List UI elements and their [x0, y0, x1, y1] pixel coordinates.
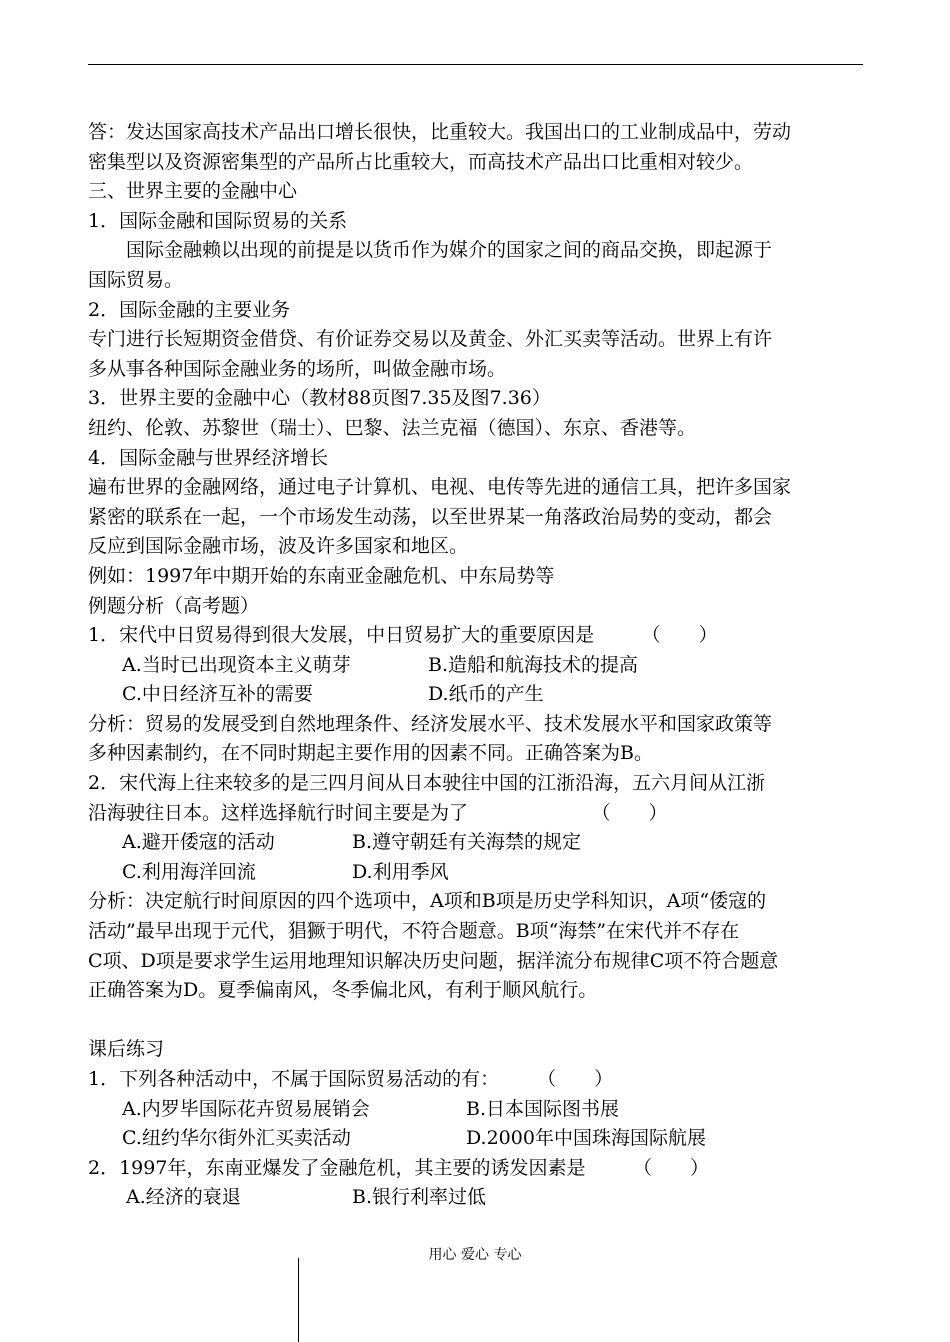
option-d: D.利用季风 [352, 860, 449, 883]
option-b: B.日本国际图书展 [466, 1097, 620, 1120]
page-footer: 用心 爱心 专心 [428, 1247, 522, 1263]
analysis-line: 分析：决定航行时间原因的四个选项中，A项和B项是历史学科知识，A项“倭寇的 [88, 890, 767, 913]
options-row [88, 680, 868, 710]
paragraph-line: 纽约、伦敦、苏黎世（瑞士）、巴黎、法兰克福（德国）、东京、香港等。 [88, 416, 697, 439]
paragraph-line: 紧密的联系在一起，一个市场发生动荡，以至世界某一角落政治局势的变动，都会 [88, 505, 773, 528]
subsection-heading: 1．国际金融和国际贸易的关系 [88, 209, 348, 232]
options-row [88, 651, 868, 681]
subsection-heading: 3．世界主要的金融中心（教材88页图7.35及图7.36） [88, 387, 551, 410]
section-heading: 例题分析（高考题） [88, 594, 260, 617]
subsection-heading: 4．国际金融与世界经济增长 [88, 446, 329, 469]
analysis-line: C项、D项是要求学生运用地理知识解决历史问题，据洋流分布规律C项不符合题意 [88, 949, 779, 972]
subsection-heading: 2．国际金融的主要业务 [88, 298, 291, 321]
question-line: 沿海驶往日本。这样选择航行时间主要是为了 （ ） [88, 801, 668, 824]
option-d: D.纸币的产生 [428, 683, 544, 706]
option-c: C.中日经济互补的需要 [122, 683, 313, 706]
footer-divider [298, 1258, 299, 1342]
section-heading: 课后练习 [88, 1038, 165, 1061]
header-rule [88, 64, 863, 65]
option-d: D.2000年中国珠海国际航展 [466, 1127, 706, 1150]
paragraph-line: 反应到国际金融市场，波及许多国家和地区。 [88, 535, 469, 558]
option-b: B.遵守朝廷有关海禁的规定 [352, 831, 582, 854]
option-b: B.银行利率过低 [352, 1186, 487, 1209]
page-body [88, 118, 868, 1213]
paragraph-line: 国际贸易。 [88, 268, 184, 291]
section-heading: 三、世界主要的金融中心 [88, 180, 298, 203]
answer-line: 答：发达国家高技术产品出口增长很快，比重较大。我国出口的工业制成品中，劳动 [88, 121, 792, 143]
analysis-line: 分析：贸易的发展受到自然地理条件、经济发展水平、技术发展水平和国家政策等 [88, 712, 773, 735]
paragraph-line: 专门进行长短期资金借贷、有价证券交易以及黄金、外汇买卖等活动。世界上有许 [88, 328, 773, 351]
option-a: A.内罗毕国际花卉贸易展销会 [122, 1097, 370, 1120]
analysis-line: 正确答案为D。夏季偏南风，冬季偏北风，有利于顺风航行。 [88, 979, 598, 1002]
example-line: 例如：1997年中期开始的东南亚金融危机、中东局势等 [88, 564, 555, 587]
option-a: A.当时已出现资本主义萌芽 [122, 653, 351, 676]
option-a: A.避开倭寇的活动 [122, 831, 275, 854]
options-row [88, 1183, 868, 1213]
paragraph-line: 国际金融赖以出现的前提是以货币作为媒介的国家之间的商品交换，即起源于 [126, 239, 773, 262]
options-row [88, 1124, 868, 1154]
spacer [88, 1006, 868, 1036]
question-line: 1．宋代中日贸易得到很大发展，中日贸易扩大的重要原因是 （ ） [88, 624, 718, 647]
answer-line: 密集型以及资源密集型的产品所占比重较大，而高技术产品出口比重相对较少。 [88, 150, 754, 173]
options-row [88, 858, 868, 888]
question-line: 2．宋代海上往来较多的是三四月间从日本驶往中国的江浙沿海，五六月间从江浙 [88, 772, 766, 795]
option-a: A.经济的衰退 [126, 1186, 241, 1209]
analysis-line: 多种因素制约，在不同时期起主要作用的因素不同。正确答案为B。 [88, 742, 653, 765]
option-b: B.造船和航海技术的提高 [428, 653, 639, 676]
paragraph-line: 多从事各种国际金融业务的场所，叫做金融市场。 [88, 357, 507, 380]
options-row [88, 828, 868, 858]
paragraph-line: 遍布世界的金融网络，通过电子计算机、电视、电传等先进的通信工具，把许多国家 [88, 476, 792, 499]
question-line: 2．1997年，东南亚爆发了金融危机，其主要的诱发因素是 （ ） [88, 1156, 709, 1179]
options-row [88, 1095, 868, 1125]
option-c: C.纽约华尔街外汇买卖活动 [122, 1127, 351, 1150]
analysis-line: 活动”最早出现于元代，猖獗于明代，不符合题意。B项“海禁”在宋代并不存在 [88, 920, 740, 943]
question-line: 1．下列各种活动中，不属于国际贸易活动的有： （ ） [88, 1068, 614, 1090]
option-c: C.利用海洋回流 [122, 860, 256, 883]
